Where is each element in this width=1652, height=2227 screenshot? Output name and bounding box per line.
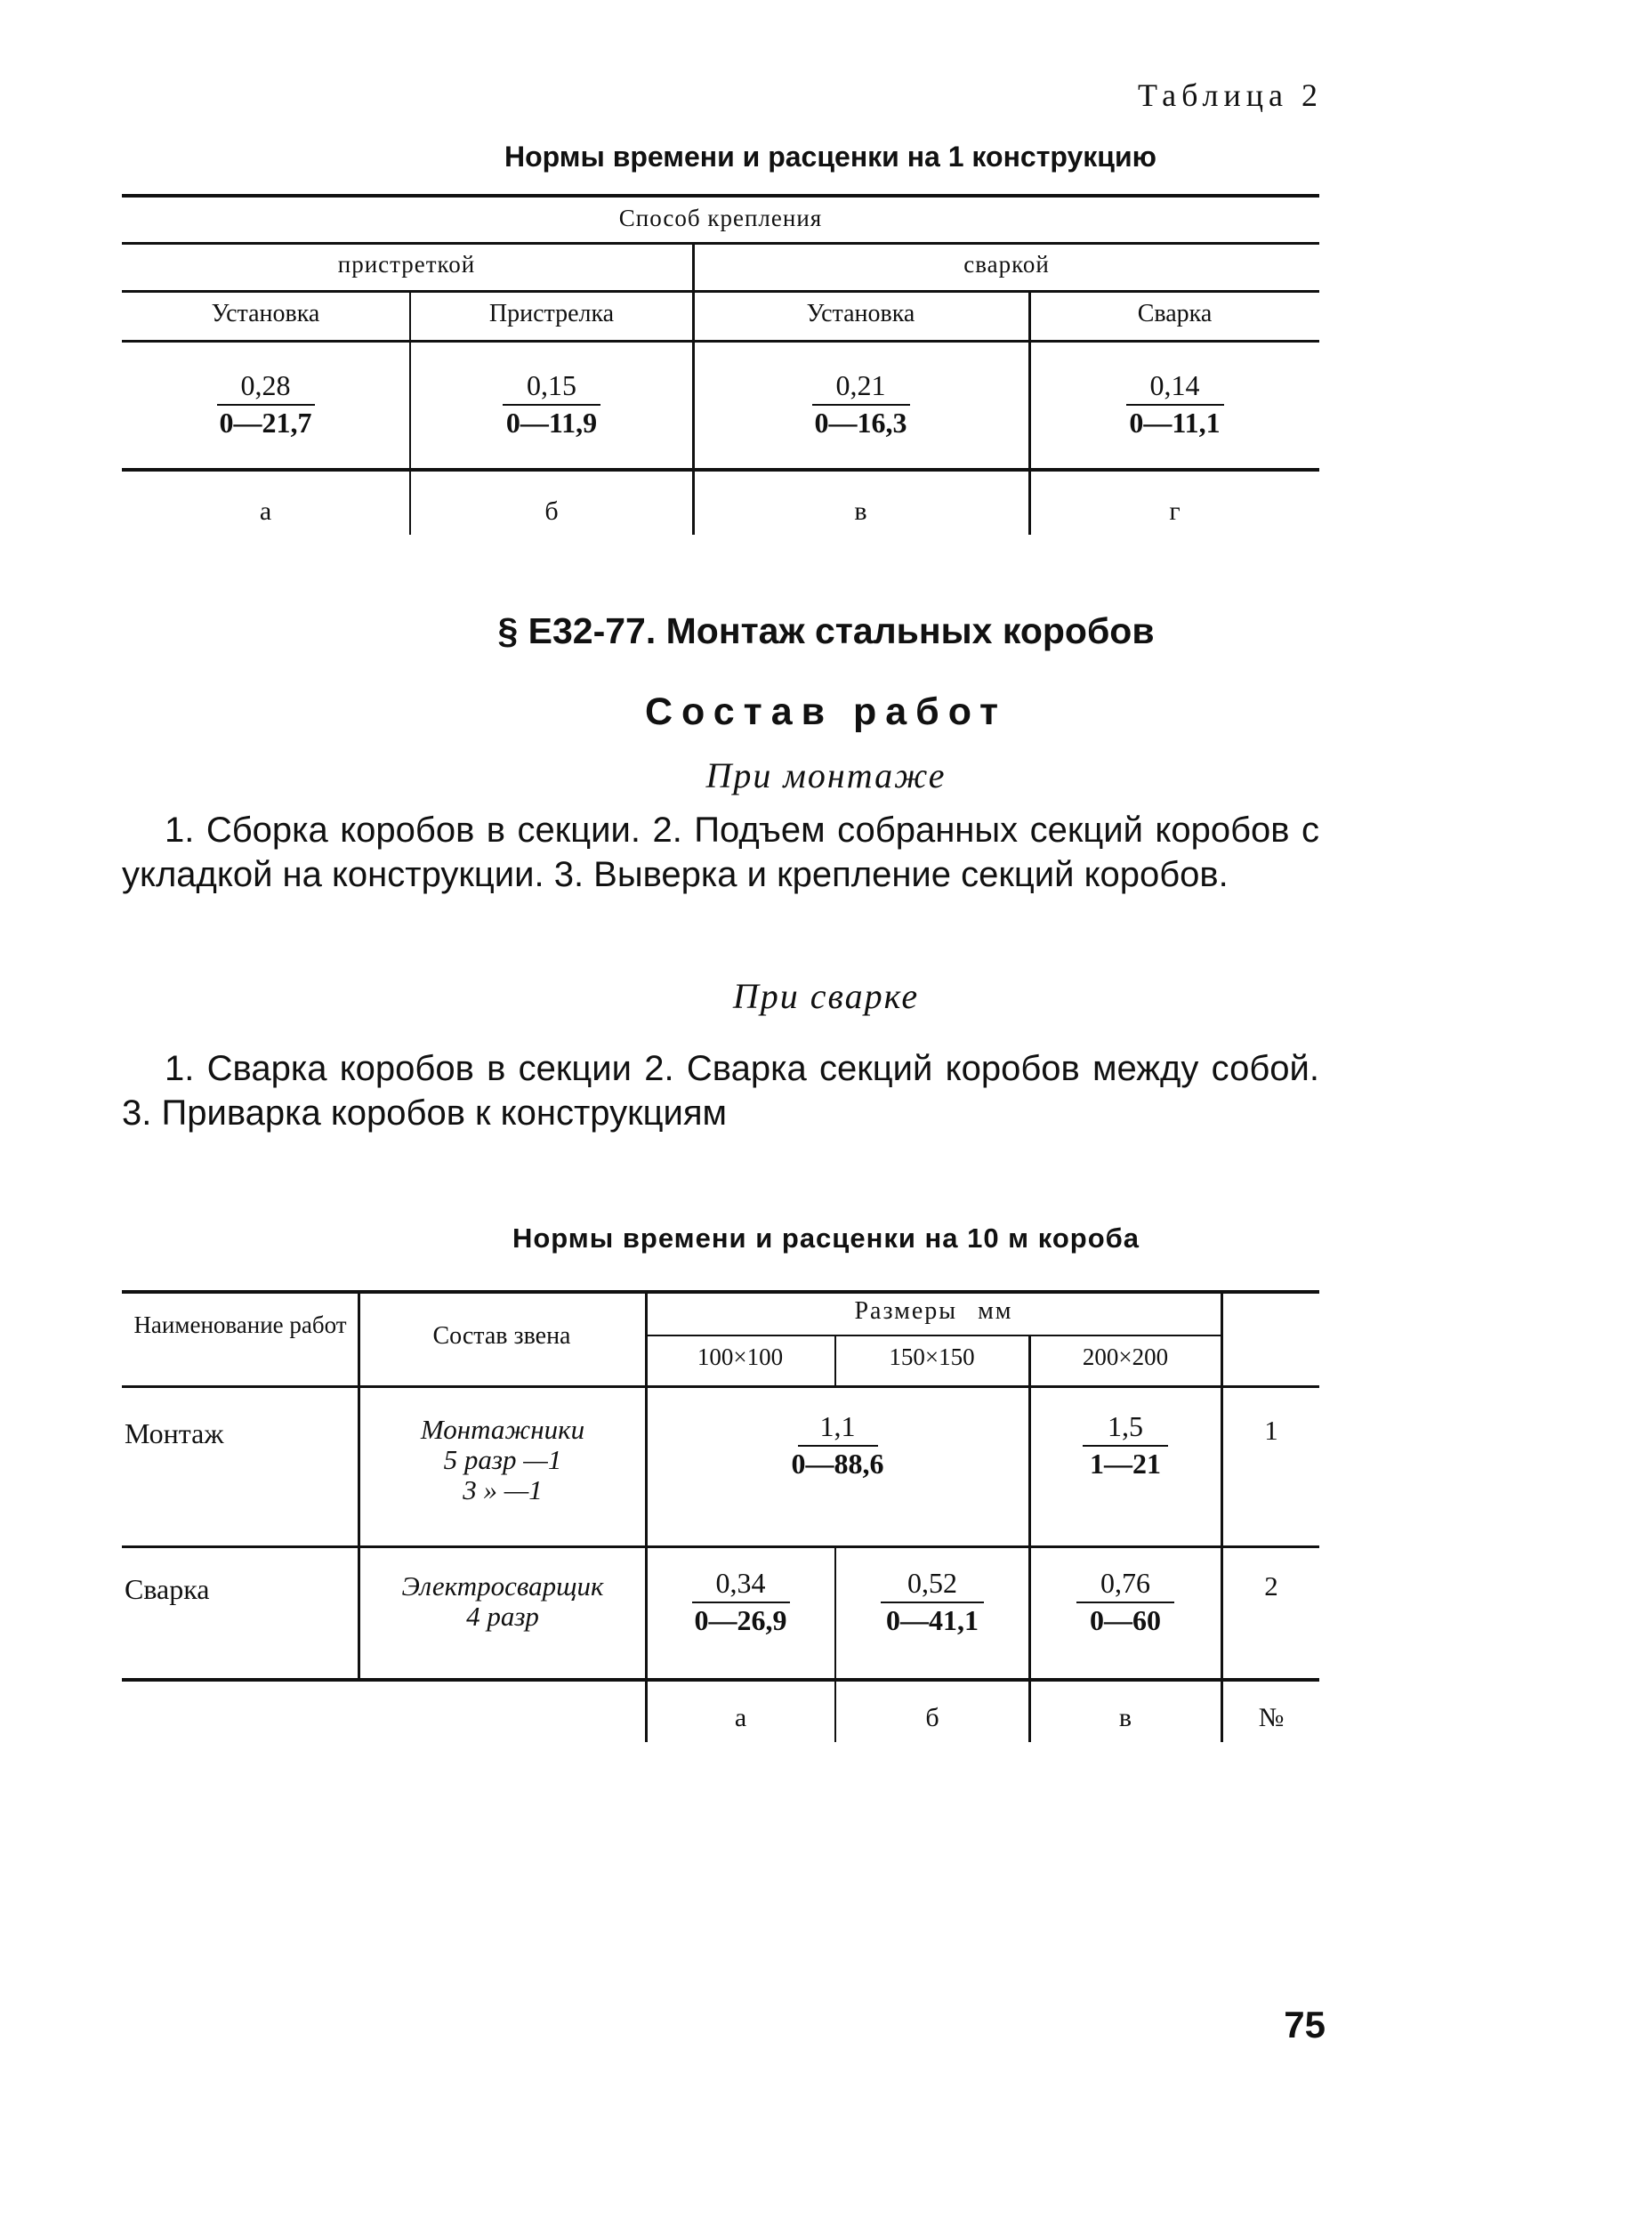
divider — [834, 1335, 836, 1387]
page-number: 75 — [1284, 2004, 1326, 2045]
crew-cell: Электросварщик 4 разр — [401, 1570, 604, 1632]
paragraph-welding: 1. Сварка коробов в секции 2. Сварка секций коробов между собой. 3. Приварка коробов к конструкциям — [122, 1049, 1319, 1133]
row-number: 1 — [1264, 1415, 1278, 1446]
rule — [122, 1678, 1319, 1682]
value-cell: 0,21 0—16,3 — [694, 367, 1027, 441]
col-pristrelka: Пристрелка — [488, 300, 615, 327]
header-sizes: Размеры мм — [854, 1297, 1013, 1325]
value-cell: 0,15 0—11,9 — [411, 367, 692, 441]
subheading-welding: При сварке — [732, 976, 920, 1016]
value-cell: 1,5 1—21 — [1030, 1408, 1221, 1482]
column-letter: № — [1258, 1703, 1285, 1732]
rule — [122, 1290, 1319, 1294]
row-name: Монтаж — [125, 1417, 224, 1449]
size-150: 150×150 — [889, 1343, 975, 1370]
table-caption: Нормы времени и расценки на 10 м короба — [512, 1222, 1140, 1254]
crew-cell: Монтажники 5 разр —1 3 » —1 — [420, 1414, 585, 1505]
value-cell: 0,52 0—41,1 — [836, 1564, 1028, 1639]
column-letter: в — [1118, 1703, 1132, 1732]
value-cell: 0,34 0—26,9 — [647, 1564, 834, 1639]
rule — [122, 340, 1319, 343]
header-work-name: Наименование работ — [133, 1311, 347, 1338]
column-letter: а — [734, 1703, 747, 1732]
rule — [647, 1335, 1221, 1336]
column-letter: в — [854, 496, 867, 526]
divider — [1221, 1292, 1223, 1742]
col-svarka: Сварка — [1137, 300, 1213, 327]
rule — [122, 242, 1319, 245]
value-cell: 0,14 0—11,1 — [1030, 367, 1319, 441]
row-number: 2 — [1264, 1570, 1278, 1602]
paragraph-montage: 1. Сборка коробов в секции. 2. Подъем собранных секций коробов с укладкой на конструкции. 3. Выверка и крепление секций коробов. — [122, 811, 1319, 894]
col-ustanovka: Установка — [211, 300, 320, 327]
header-fastening: Способ крепления — [618, 205, 823, 231]
value-cell: 0,76 0—60 — [1030, 1564, 1221, 1639]
section-subtitle: Состав работ — [644, 690, 1008, 733]
table-label: Таблица 2 — [1138, 77, 1323, 113]
column-letter: б — [544, 496, 559, 526]
size-100: 100×100 — [697, 1343, 784, 1370]
value-cell-merged: 1,1 0—88,6 — [791, 1410, 884, 1480]
rule — [122, 194, 1319, 198]
rule — [122, 290, 1319, 293]
size-200: 200×200 — [1082, 1343, 1169, 1370]
divider — [645, 1292, 648, 1742]
value-cell: 0,28 0—21,7 — [122, 367, 409, 441]
group-pristrelka: пристреткой — [337, 251, 476, 278]
rule — [122, 1385, 1319, 1388]
rule — [122, 468, 1319, 472]
column-letter: б — [925, 1703, 939, 1732]
section-title: § Е32-77. Монтаж стальных коробов — [497, 610, 1155, 651]
row-name: Сварка — [125, 1573, 210, 1605]
rule — [122, 1545, 1319, 1548]
subheading-montage: При монтаже — [705, 755, 947, 795]
column-letter: а — [259, 496, 272, 526]
column-letter: г — [1169, 496, 1181, 526]
header-crew: Состав звена — [432, 1322, 571, 1350]
group-svarka: сваркой — [963, 251, 1050, 278]
col-ustanovka-2: Установка — [806, 300, 915, 327]
table-caption: Нормы времени и расценки на 1 конструкцию — [504, 141, 1156, 173]
